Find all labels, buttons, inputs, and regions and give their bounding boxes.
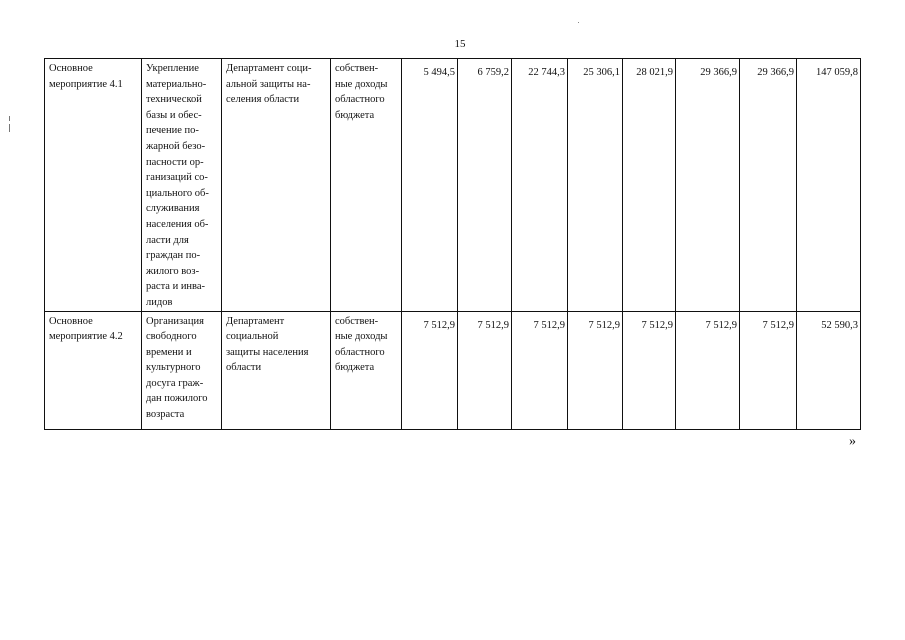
margin-mark <box>9 116 10 121</box>
value-cell: 7 512,9 <box>568 311 623 429</box>
value-cell: 22 744,3 <box>512 59 568 312</box>
page-number: 15 <box>454 38 466 50</box>
executor-cell: Департамент соци- альной защиты на- селения области <box>222 59 331 312</box>
total-cell: 147 059,8 <box>797 59 861 312</box>
margin-mark <box>9 124 10 132</box>
value-cell: 7 512,9 <box>402 311 458 429</box>
value-cell: 25 306,1 <box>568 59 623 312</box>
value-cell: 7 512,9 <box>458 311 512 429</box>
value-cell: 29 366,9 <box>676 59 740 312</box>
scan-dot <box>578 22 579 23</box>
source-cell: собствен- ные доходы областного бюджета <box>331 311 402 429</box>
value-cell: 29 366,9 <box>740 59 797 312</box>
closing-quote-mark: » <box>849 434 856 449</box>
total-cell: 52 590,3 <box>797 311 861 429</box>
executor-cell: Департамент социальной защиты населения области <box>222 311 331 429</box>
value-cell: 28 021,9 <box>623 59 676 312</box>
event-cell: Основное мероприятие 4.1 <box>45 59 142 312</box>
name-cell: Укрепление материально- технической базы и обес- печение по- жарной безо- пасности ор- ганизаций со- циального об- служивания населения об- ласти для граждан по- жилого воз- раста и инва- лидов <box>142 59 222 312</box>
name-cell: Организация свободного времени и культурного досуга граж- дан пожилого возраста <box>142 311 222 429</box>
value-cell: 7 512,9 <box>676 311 740 429</box>
table-row <box>45 311 861 429</box>
value-cell: 6 759,2 <box>458 59 512 312</box>
value-cell: 5 494,5 <box>402 59 458 312</box>
value-cell: 7 512,9 <box>512 311 568 429</box>
budget-table <box>44 58 861 430</box>
table-row <box>45 59 861 312</box>
event-cell: Основное мероприятие 4.2 <box>45 311 142 429</box>
value-cell: 7 512,9 <box>740 311 797 429</box>
value-cell: 7 512,9 <box>623 311 676 429</box>
source-cell: собствен- ные доходы областного бюджета <box>331 59 402 312</box>
